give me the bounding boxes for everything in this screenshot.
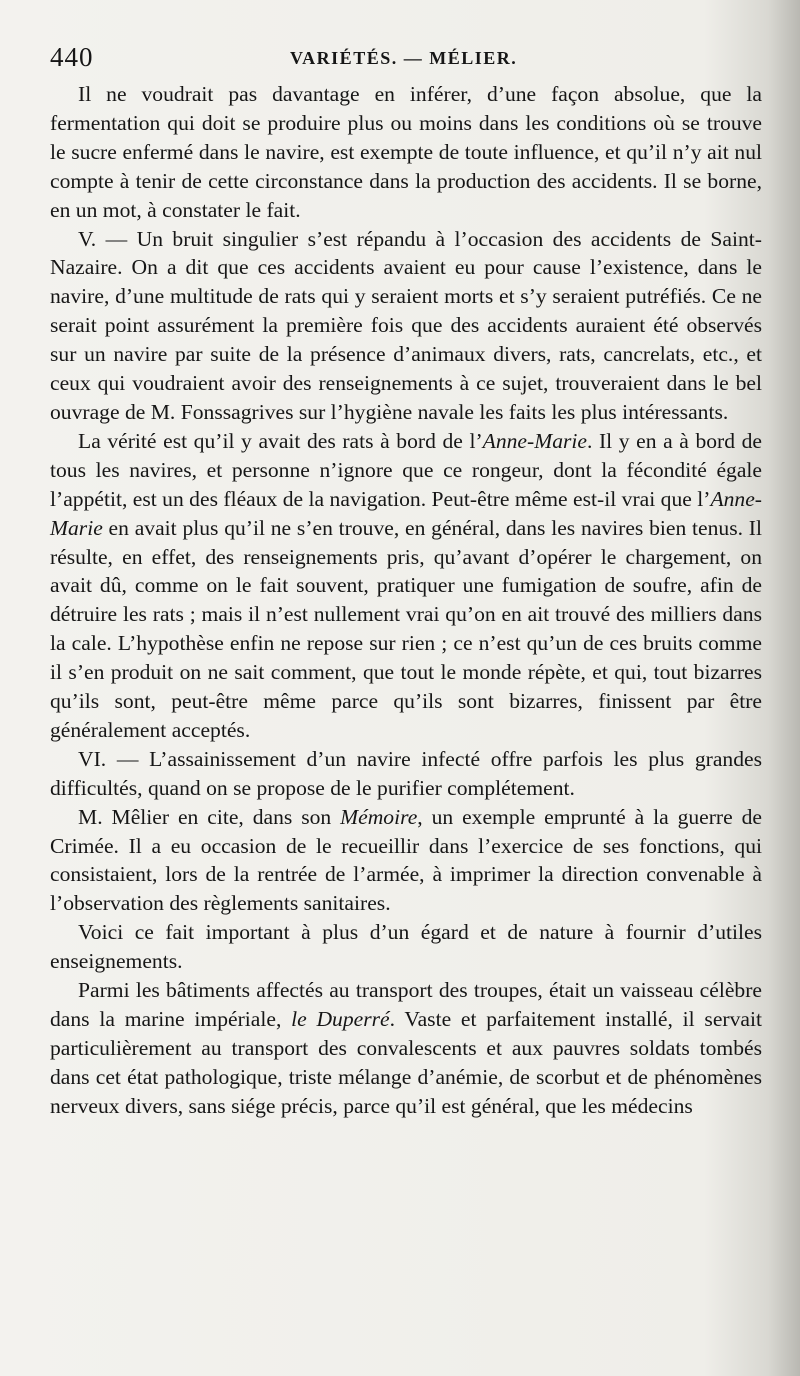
paragraph-3-text-e: en avait plus qu’il ne s’en trouve, en général, dans les navires bien tenus. Il résulte, en effet, des renseignements pris, qu’avant d’opérer le chargement, on avait dû, comme on le fait souvent, pratiquer une fumigation de soufre, afin de détruire les rats ; mais il n’est nullement vrai qu’on en ait trouvé des milliers dans la cale. L’hypothèse enfin ne repose sur rien ; ce n’est qu’un de ces bruits comme il s’en produit on ne sait comment, que tout le monde répète, et qui, tout bizarres qu’ils sont, peut-être même parce qu’ils sont bizarres, finissent par être généralement acceptés.	[50, 515, 762, 742]
ship-name-duperre: le Duperré	[291, 1007, 390, 1031]
ship-name-anne-marie: Anne-Marie	[482, 428, 587, 453]
paragraph-5-text-c: , un exemple emprunté à la guerre de Crimée. Il a eu occasion de le recueillir dans l’exercice de ses fonctions, qui consistaient, lors de la rentrée de l’armée, à imprimer la direction convenable à l’observation des règlements sanitaires.	[50, 804, 762, 916]
paragraph-7-text-c: . Vaste et parfaitement installé, il servait particulièrement au transport des convalescents et aux pauvres soldats tombés dans cet état pathologique, triste mélange d’anémie, de scorbut et de phénomènes nerveux divers, sans siége précis, parce qu’il est général, que les médecins	[50, 1007, 762, 1118]
paragraph-5-text-a: M. Mêlier en cite, dans son	[78, 804, 341, 829]
paragraph-6: Voici ce fait important à plus d’un égard et de nature à fournir d’utiles enseignements.	[50, 920, 762, 974]
running-title: VARIÉTÉS. — MÉLIER.	[290, 48, 518, 68]
paragraph-2-section-v: V. — Un bruit singulier s’est répandu à l’occasion des accidents de Saint-Nazaire. On a dit que ces accidents avaient eu pour cause l’existence, dans le navire, d’une multitude de rats qui y seraient morts et s’y seraient putréfiés. Ce ne serait point assurément la première fois que des accidents auraient été observés sur un navire par suite de la présence d’animaux divers, rats, cancrelats, etc., et ceux qui voudraient avoir des renseignements à ce sujet, trouveraient dans le bel ouvrage de M. Fonssagrives sur l’hygiène navale les faits les plus intéressants.	[50, 226, 762, 424]
ship-name-anne-marie-2: Anne-Marie	[50, 486, 762, 540]
paragraph-5	[50, 803, 762, 919]
paragraph-3-text-a: La vérité est qu’il y avait des rats à bord de l’	[78, 428, 483, 453]
page-number: 440	[50, 42, 94, 72]
running-head	[50, 40, 770, 74]
memoire-title: Mémoire	[340, 804, 418, 829]
paragraph-7	[50, 976, 762, 1121]
paragraph-3-text-c: . Il y en a à bord de tous les navires, et personne n’ignore que ce rongeur, dont la fécondité égale l’appétit, est un des fléaux de la navigation. Peut-être même est-il vrai que l’	[50, 428, 763, 511]
paragraph-3	[50, 427, 762, 745]
paragraph-7-text-a: Parmi les bâtiments affectés au transport des troupes, était un vaisseau célèbre dans la marine impériale,	[50, 978, 762, 1031]
paragraph-1: Il ne voudrait pas davantage en inférer, d’une façon absolue, que la fermentation qui doit se produire plus ou moins dans les conditions où se trouve le sucre enfermé dans le navire, est exempte de toute influence, et qu’il n’y ait nul compte à tenir de cette circonstance dans la production des accidents. Il se borne, en un mot, à constater le fait.	[50, 82, 762, 222]
body-text	[50, 80, 762, 1121]
paragraph-4-section-vi: VI. — L’assainissement d’un navire infecté offre parfois les plus grandes difficultés, quand on se propose de le purifier complétement.	[50, 746, 762, 800]
